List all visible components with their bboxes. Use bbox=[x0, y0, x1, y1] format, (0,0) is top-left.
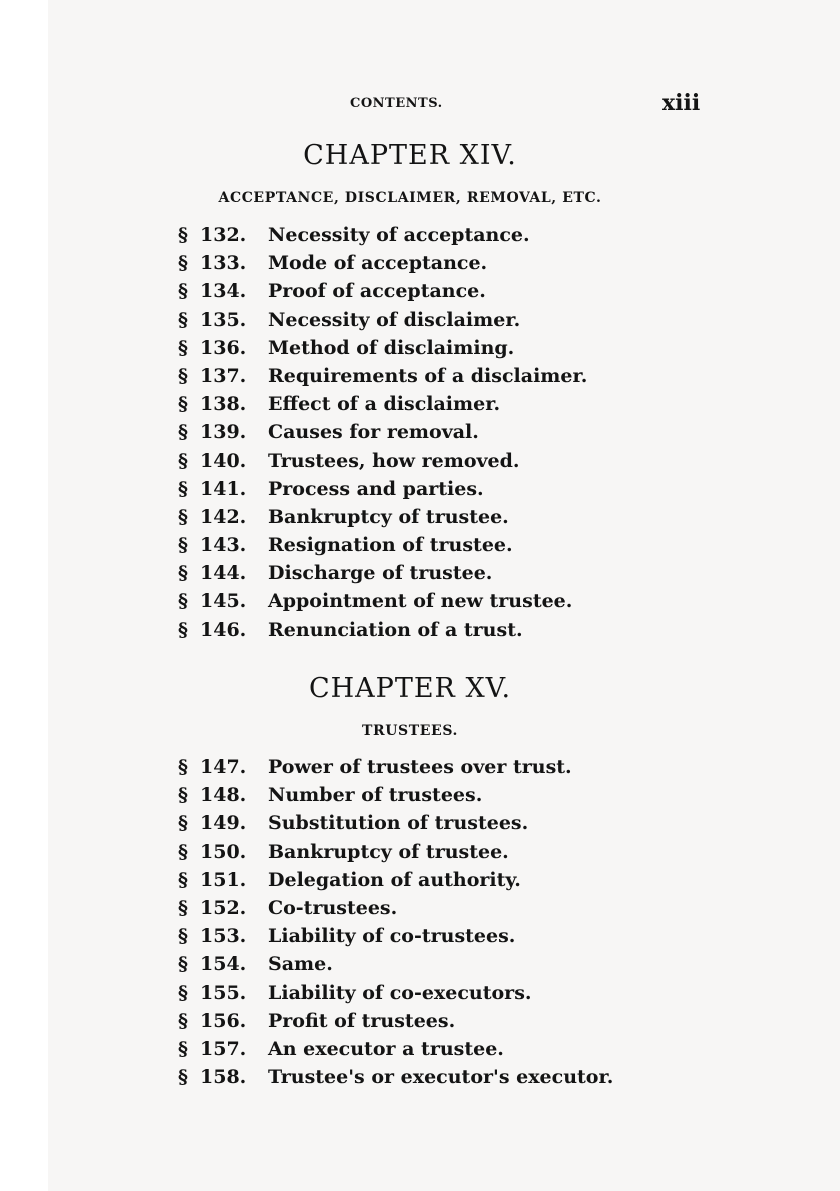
section-title: Mode of acceptance. bbox=[268, 252, 488, 275]
running-title: CONTENTS. bbox=[350, 96, 443, 111]
section-title: Trustees, how removed. bbox=[268, 449, 520, 472]
section-number: 141. bbox=[200, 477, 247, 500]
toc-entry bbox=[178, 249, 587, 277]
section-number: 158. bbox=[200, 1066, 247, 1089]
section-title: Effect of a disclaimer. bbox=[268, 393, 501, 416]
section-number: 146. bbox=[200, 618, 247, 641]
section-number: 134. bbox=[200, 280, 247, 303]
section-title: Delegation of authority. bbox=[268, 868, 521, 891]
section-title: An executor a trustee. bbox=[268, 1037, 504, 1060]
section-number: 143. bbox=[200, 534, 247, 557]
section-symbol: § bbox=[178, 1009, 188, 1032]
section-title: Liability of co-trustees. bbox=[268, 925, 516, 948]
section-symbol: § bbox=[178, 534, 188, 557]
toc-entry bbox=[178, 922, 613, 950]
section-title: Method of disclaiming. bbox=[268, 336, 515, 359]
section-number: 153. bbox=[200, 925, 247, 948]
section-number: 154. bbox=[200, 953, 247, 976]
toc-entry bbox=[178, 616, 587, 644]
section-title: Bankruptcy of trustee. bbox=[268, 505, 509, 528]
running-head bbox=[0, 92, 840, 118]
section-title: Co-trustees. bbox=[268, 896, 398, 919]
toc-entry bbox=[178, 753, 613, 781]
toc-entry bbox=[178, 781, 613, 809]
section-number: 138. bbox=[200, 393, 247, 416]
section-number: 142. bbox=[200, 505, 247, 528]
section-title: Substitution of trustees. bbox=[268, 812, 529, 835]
toc-entry bbox=[178, 447, 587, 475]
section-number: 137. bbox=[200, 364, 247, 387]
section-title: Causes for removal. bbox=[268, 421, 479, 444]
section-title: Same. bbox=[268, 953, 333, 976]
chapter-subtitle: TRUSTEES. bbox=[361, 723, 459, 739]
section-number: 148. bbox=[200, 784, 247, 807]
section-number: 136. bbox=[200, 336, 247, 359]
section-symbol: § bbox=[178, 590, 188, 613]
section-number: 145. bbox=[200, 590, 247, 613]
section-number: 139. bbox=[200, 421, 247, 444]
section-number: 151. bbox=[200, 868, 247, 891]
section-symbol: § bbox=[178, 562, 188, 585]
toc-entry bbox=[178, 894, 613, 922]
section-title: Process and parties. bbox=[268, 477, 484, 500]
section-symbol: § bbox=[178, 618, 188, 641]
section-symbol: § bbox=[178, 280, 188, 303]
section-title: Necessity of acceptance. bbox=[268, 224, 530, 246]
section-title: Resignation of trustee. bbox=[268, 534, 513, 557]
section-title: Bankruptcy of trustee. bbox=[268, 840, 509, 863]
section-symbol: § bbox=[178, 896, 188, 919]
section-symbol: § bbox=[178, 1066, 188, 1089]
section-title: Number of trustees. bbox=[268, 784, 483, 807]
section-symbol: § bbox=[178, 868, 188, 891]
toc-entry bbox=[178, 306, 587, 334]
section-symbol: § bbox=[178, 812, 188, 835]
section-title: Appointment of new trustee. bbox=[268, 590, 573, 613]
section-number: 144. bbox=[200, 562, 247, 585]
toc-entry bbox=[178, 587, 587, 615]
toc-entry bbox=[178, 503, 587, 531]
section-symbol: § bbox=[178, 840, 188, 863]
section-title: Renunciation of a trust. bbox=[268, 618, 523, 641]
toc-entry bbox=[178, 809, 613, 837]
section-symbol: § bbox=[178, 252, 188, 275]
section-symbol: § bbox=[178, 505, 188, 528]
section-number: 157. bbox=[200, 1037, 247, 1060]
section-title: Proof of acceptance. bbox=[268, 280, 486, 303]
toc-entry bbox=[178, 277, 587, 305]
section-title: Necessity of disclaimer. bbox=[268, 308, 521, 331]
section-symbol: § bbox=[178, 925, 188, 948]
toc-entry bbox=[178, 221, 587, 249]
section-symbol: § bbox=[178, 224, 188, 246]
section-title: Trustee's or executor's executor. bbox=[268, 1066, 614, 1089]
section-symbol: § bbox=[178, 953, 188, 976]
section-number: 156. bbox=[200, 1009, 247, 1032]
section-symbol: § bbox=[178, 477, 188, 500]
chapter-subtitle: ACCEPTANCE, DISCLAIMER, REMOVAL, ETC. bbox=[218, 190, 602, 206]
toc-entry bbox=[178, 531, 587, 559]
section-title: Power of trustees over trust. bbox=[268, 756, 572, 778]
toc-entry bbox=[178, 1035, 613, 1063]
toc-entry bbox=[178, 362, 587, 390]
section-number: 147. bbox=[200, 756, 247, 778]
toc-entry bbox=[178, 838, 613, 866]
section-symbol: § bbox=[178, 449, 188, 472]
section-number: 133. bbox=[200, 252, 247, 275]
toc-entry bbox=[178, 950, 613, 978]
toc-entry bbox=[178, 475, 587, 503]
chapter-heading: CHAPTER XIV. bbox=[303, 140, 517, 171]
section-number: 140. bbox=[200, 449, 247, 472]
section-number: 150. bbox=[200, 840, 247, 863]
section-number: 132. bbox=[200, 224, 247, 246]
section-symbol: § bbox=[178, 1037, 188, 1060]
section-symbol: § bbox=[178, 336, 188, 359]
section-symbol: § bbox=[178, 784, 188, 807]
toc-entry bbox=[178, 866, 613, 894]
toc-list bbox=[178, 221, 587, 644]
section-symbol: § bbox=[178, 421, 188, 444]
section-number: 149. bbox=[200, 812, 247, 835]
section-title: Discharge of trustee. bbox=[268, 562, 493, 585]
section-title: Liability of co-executors. bbox=[268, 981, 532, 1004]
toc-entry bbox=[178, 418, 587, 446]
section-number: 135. bbox=[200, 308, 247, 331]
section-symbol: § bbox=[178, 364, 188, 387]
section-symbol: § bbox=[178, 981, 188, 1004]
toc-list bbox=[178, 753, 613, 1091]
section-title: Requirements of a disclaimer. bbox=[268, 364, 588, 387]
section-number: 152. bbox=[200, 896, 247, 919]
toc-entry bbox=[178, 1007, 613, 1035]
page-number: xiii bbox=[662, 90, 701, 116]
section-title: Profit of trustees. bbox=[268, 1009, 456, 1032]
toc-entry bbox=[178, 1063, 613, 1091]
toc-entry bbox=[178, 390, 587, 418]
section-symbol: § bbox=[178, 308, 188, 331]
section-symbol: § bbox=[178, 756, 188, 778]
toc-entry bbox=[178, 559, 587, 587]
chapter-heading: CHAPTER XV. bbox=[308, 673, 512, 704]
section-symbol: § bbox=[178, 393, 188, 416]
toc-entry bbox=[178, 979, 613, 1007]
section-number: 155. bbox=[200, 981, 247, 1004]
toc-entry bbox=[178, 334, 587, 362]
